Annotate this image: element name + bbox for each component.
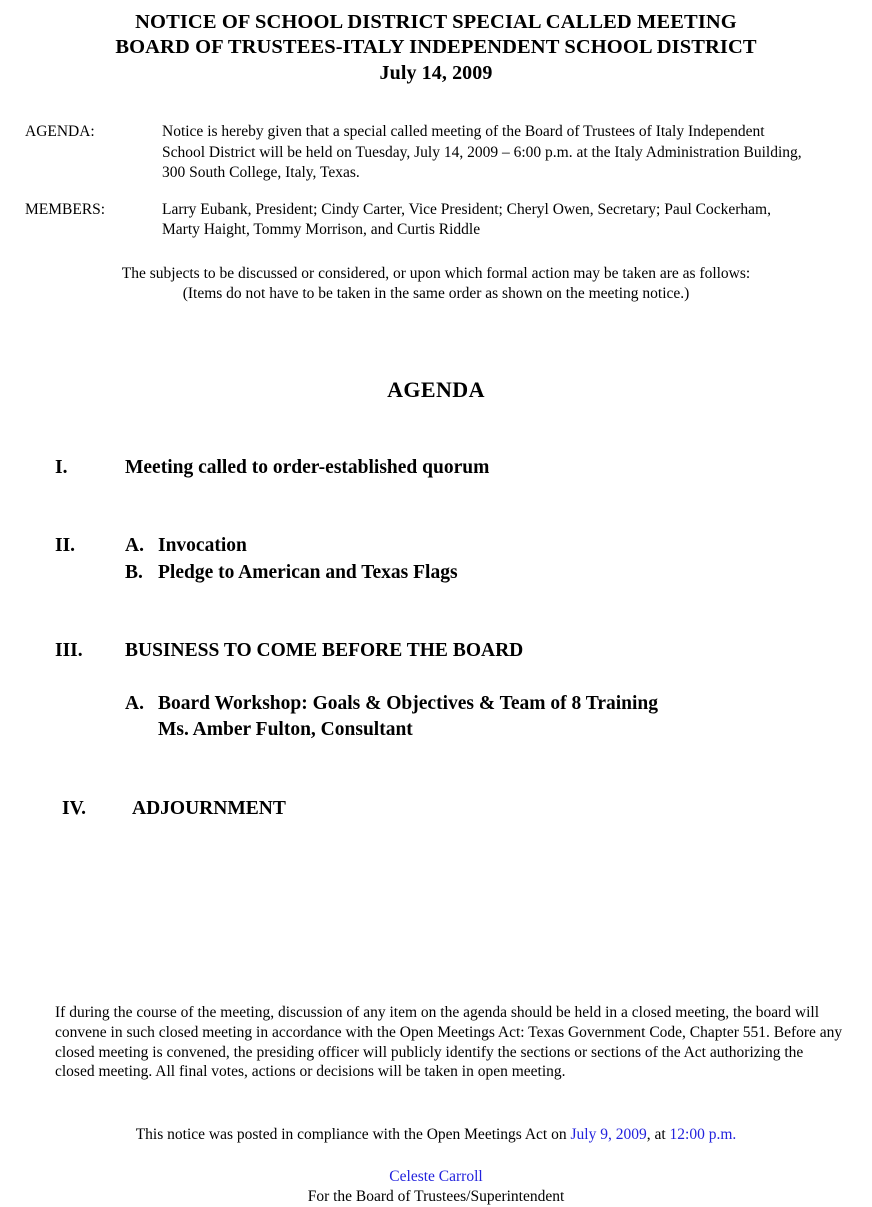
document-footer [0, 1125, 872, 1207]
agenda-item-2 [0, 533, 872, 586]
agenda-intro-line1: The subjects to be discussed or considered, or upon which formal action may be taken are as follows: [121, 264, 751, 282]
spacer-after-header [0, 86, 872, 122]
agenda-title: AGENDA [387, 376, 485, 402]
agenda-item-3-sub-a-text: Board Workshop: Goals & Objectives & Team of 8 Training [158, 692, 659, 714]
members-block [0, 200, 872, 241]
agenda-item-4-text: ADJOURNMENT [132, 797, 286, 819]
agenda-item-1 [0, 455, 872, 482]
agenda-item-4-numeral: IV. [62, 797, 87, 819]
members-label: MEMBERS: [25, 200, 106, 218]
agenda-item-2-numeral: II. [55, 535, 76, 556]
agenda-item-2-sub-a-text: Invocation [158, 535, 247, 556]
spacer-item-3-sub [0, 665, 872, 691]
members-text: Larry Eubank, President; Cindy Carter, Vice President; Cheryl Owen, Secretary; Paul Cockerham, Marty Haight, Tommy Morrison, and Curtis Riddle [162, 200, 771, 238]
agenda-notice-block [0, 122, 872, 184]
spacer-between-meta [0, 184, 872, 200]
document-header [0, 0, 872, 86]
agenda-label: AGENDA: [25, 123, 95, 140]
agenda-item-1-numeral: I. [55, 456, 68, 478]
posting-statement-mid: , at [646, 1126, 670, 1143]
spacer-item-3-4 [0, 744, 872, 796]
posting-date: July 9, 2009 [570, 1126, 647, 1143]
agenda-item-2-sub-b [125, 560, 872, 587]
agenda-item-2-sub-b-letter: B. [125, 561, 143, 583]
agenda-item-4 [0, 796, 872, 823]
agenda-item-3-text: BUSINESS TO COME BEFORE THE BOARD [125, 640, 524, 661]
header-line-date: July 14, 2009 [379, 62, 493, 84]
posting-time: 12:00 p.m. [669, 1126, 737, 1143]
header-line-board: BOARD OF TRUSTEES-ITALY INDEPENDENT SCHOOL DISTRICT [115, 36, 757, 58]
agenda-item-3-sub-a-presenter: Ms. Amber Fulton, Consultant [158, 719, 413, 740]
agenda-item-2-sub-a-letter: A. [125, 535, 144, 556]
spacer-item-2-3 [0, 586, 872, 638]
agenda-item-3-sub-a-letter: A. [125, 692, 144, 714]
agenda-item-2-sub-b-text: Pledge to American and Texas Flags [158, 561, 458, 583]
agenda-item-3 [0, 638, 872, 665]
agenda-item-list [0, 455, 872, 823]
posting-statement-prefix: This notice was posted in compliance with the Open Meetings Act on [135, 1126, 571, 1143]
posting-statement [0, 1125, 872, 1145]
closed-meeting-disclaimer: If during the course of the meeting, discussion of any item on the agenda should be held in a closed meeting, the board will convene in such closed meeting in accordance with the Open Meetings Act: Texas Government Code, Chapter 551. Before any closed meeting is convened, the presiding officer will publicly identify the sections or sections of the Act authorizing the closed meeting. All final votes, actions or decisions will be taken in open meeting. [55, 1004, 843, 1081]
agenda-item-3-subitems [125, 691, 872, 744]
spacer-item-1-2 [0, 481, 872, 533]
signer-name: Celeste Carroll [389, 1168, 483, 1185]
agenda-notice-text: Notice is hereby given that a special called meeting of the Board of Trustees of Italy Independent School District will be held on Tuesday, July 14, 2009 – 6:00 p.m. at the Italy Administration Building, 300 South College, Italy, Texas. [162, 123, 802, 181]
agenda-item-3-sub-a-presenter-line [125, 717, 872, 744]
signer-role: For the Board of Trustees/Superintendent [307, 1188, 565, 1205]
agenda-item-2-subitems [125, 533, 872, 586]
header-line-notice: NOTICE OF SCHOOL DISTRICT SPECIAL CALLED MEETING [135, 11, 737, 33]
agenda-item-3-numeral: III. [55, 640, 83, 661]
agenda-intro [0, 264, 872, 305]
agenda-intro-line2: (Items do not have to be taken in the same order as shown on the meeting notice.) [182, 285, 690, 302]
agenda-item-1-text: Meeting called to order-established quorum [125, 456, 490, 478]
agenda-item-2-sub-a [125, 533, 872, 560]
agenda-item-3-sub-a [125, 691, 872, 718]
